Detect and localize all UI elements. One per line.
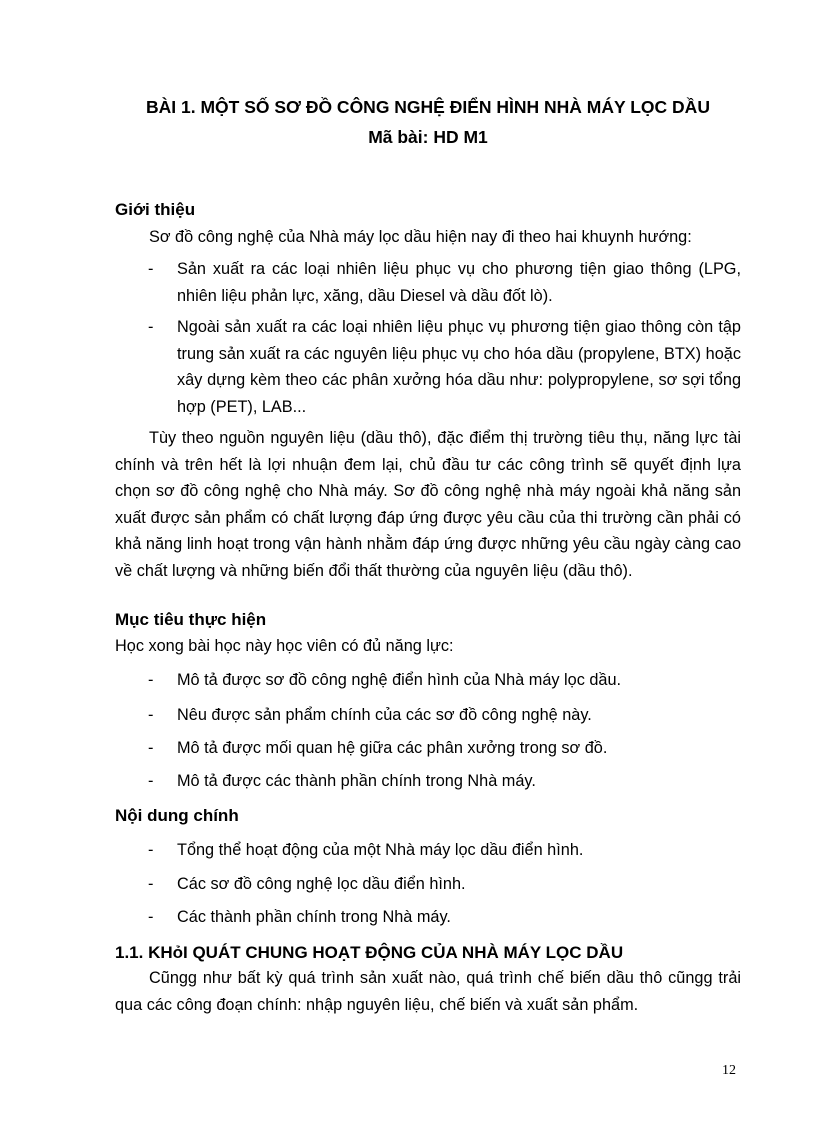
content-bullet xyxy=(115,837,741,864)
objectives-bullet-text: Mô tả được mối quan hệ giữa các phân xưởng trong sơ đồ. xyxy=(177,739,608,757)
page-number: 12 xyxy=(722,1063,736,1078)
bullet-dash: - xyxy=(148,841,154,859)
content-bullet-text: Các thành phần chính trong Nhà máy. xyxy=(177,908,451,926)
objectives-heading: Mục tiêu thực hiện xyxy=(115,610,267,629)
bullet-dash: - xyxy=(148,908,154,926)
objectives-bullet-text: Mô tả được các thành phần chính trong Nhà máy. xyxy=(177,772,536,790)
section-heading: 1.1. KHỏI QUÁT CHUNG HOẠT ĐỘNG CỦA NHÀ MÁY LỌC DẦU xyxy=(115,943,624,962)
section-paragraph: Cũngg như bất kỳ quá trình sản xuất nào, quá trình chế biến dầu thô cũngg trải qua các công đoạn chính: nhập nguyên liệu, chế biến và xuất sản phẩm. xyxy=(115,969,741,1014)
content-bullet-text: Các sơ đồ công nghệ lọc dầu điển hình. xyxy=(177,875,466,893)
objectives-bullet xyxy=(115,702,741,729)
bullet-dash: - xyxy=(148,671,154,689)
intro-heading: Giới thiệu xyxy=(115,200,196,219)
intro-bullet xyxy=(115,256,741,309)
content-heading: Nội dung chính xyxy=(115,806,239,825)
bullet-dash: - xyxy=(148,875,154,893)
bullet-dash: - xyxy=(148,739,154,757)
objectives-lead: Học xong bài học này học viên có đủ năng lực: xyxy=(115,637,454,655)
bullet-dash: - xyxy=(148,772,154,790)
content-bullet xyxy=(115,904,741,931)
content-bullet-text: Tổng thể hoạt động của một Nhà máy lọc dầu điển hình. xyxy=(177,841,584,859)
intro-lead: Sơ đồ công nghệ của Nhà máy lọc dầu hiện nay đi theo hai khuynh hướng: xyxy=(149,228,692,246)
objectives-bullet xyxy=(115,667,741,694)
objectives-bullet-text: Mô tả được sơ đồ công nghệ điển hình của Nhà máy lọc dầu. xyxy=(177,671,622,689)
content-bullet xyxy=(115,871,741,898)
intro-bullet-text: Ngoài sản xuất ra các loại nhiên liệu phục vụ phương tiện giao thông còn tập trung sản xuất ra các nguyên liệu phục vụ cho hóa dầu (propylene, BTX) hoặc xây dựng kèm theo các phân xưởng hóa dầu như: polypropylene, sơ sợi tổng hợp (PET), LAB... xyxy=(177,318,741,416)
bullet-dash: - xyxy=(148,706,154,724)
objectives-bullet xyxy=(115,768,741,795)
intro-bullet xyxy=(115,314,741,420)
bullet-dash: - xyxy=(148,318,154,336)
intro-bullet-text: Sản xuất ra các loại nhiên liệu phục vụ cho phương tiện giao thông (LPG, nhiên liệu phản lực, xăng, dầu Diesel và dầu đốt lò). xyxy=(177,260,741,305)
lesson-code: Mã bài: HD M1 xyxy=(368,127,488,147)
objectives-bullet-text: Nêu được sản phẩm chính của các sơ đồ công nghệ này. xyxy=(177,706,592,724)
bullet-dash: - xyxy=(148,260,154,278)
lesson-title: BÀI 1. MỘT SỐ SƠ ĐỒ CÔNG NGHỆ ĐIỂN HÌNH NHÀ MÁY LỌC DẦU xyxy=(146,97,710,117)
objectives-bullet xyxy=(115,735,741,762)
intro-paragraph: Tùy theo nguồn nguyên liệu (dầu thô), đặc điểm thị trường tiêu thụ, năng lực tài chính và trên hết là lợi nhuận đem lại, chủ đầu tư các công trình sẽ quyết định lựa chọn sơ đồ công nghệ cho Nhà máy. Sơ đồ công nghệ nhà máy ngoài khả năng sản xuất được sản phẩm có chất lượng đáp ứng được yêu cầu của thi trường cần phải có khả năng linh hoạt trong vận hành nhằm đáp ứng được những yêu cầu ngày càng cao về chất lượng và những biến đổi thất thường của nguyên liệu (dầu thô). xyxy=(115,429,741,580)
